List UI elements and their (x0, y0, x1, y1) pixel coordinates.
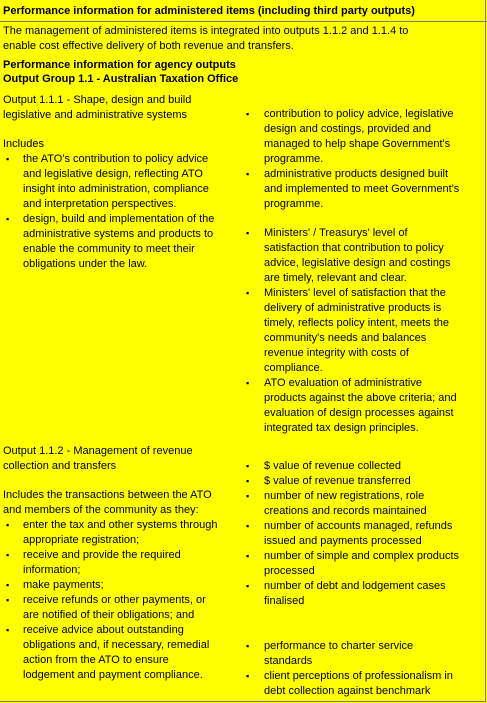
list-item: ▪ enter the tax and other systems through appropriate registration; (3, 518, 219, 548)
output-111-measures-b (246, 226, 461, 436)
output-112-title-line2: collection and transfers (3, 460, 117, 472)
output-111-measures-a (246, 107, 461, 212)
output-111-title-line2: legislative and administrative systems (3, 109, 188, 121)
list-item: ▪ ATO evaluation of administrative products against the above criteria; and evaluation of design processes against integrated tax design principles. (246, 376, 461, 436)
list-item: ▪ design, build and implementation of the administrative systems and products to enable the community to meet their obligations under the law. (3, 212, 215, 272)
list-item: ▪ the ATO's contribution to policy advice and legislative design, reflecting ATO insight into administration, compliance and interpretation perspectives. (3, 152, 215, 212)
page-title: Performance information for administered items (including third party outputs) (3, 5, 415, 17)
list-item: ▪ $ value of revenue collected (246, 459, 461, 474)
output-112-includes-list (3, 518, 219, 683)
list-item: ▪ receive advice about outstanding obligations and, if necessary, remedial action from the ATO to ensure lodgement and payment compliance. (3, 623, 219, 683)
output-group-heading: Output Group 1.1 - Australian Taxation Office (3, 73, 239, 85)
list-item: ▪ $ value of revenue transferred (246, 474, 461, 489)
list-item: ▪ Ministers' / Treasurys' level of satisfaction that contribution to policy advice, legislative design and costings are timely, relevant and clear. (246, 226, 461, 286)
output-112-includes-label: Includes the transactions between the ATO and members of the community as they: (3, 489, 212, 516)
list-item: ▪ number of accounts managed, refunds issued and payments processed (246, 519, 461, 549)
list-item: ▪ number of simple and complex products processed (246, 549, 461, 579)
list-item: ▪ make payments; (3, 578, 219, 593)
agency-heading: Performance information for agency outputs (3, 59, 236, 71)
output-112-title (3, 444, 233, 474)
list-item: ▪ administrative products designed built and implemented to meet Government's programme. (246, 167, 461, 212)
list-item: ▪ receive refunds or other payments, or are notified of their obligations; and (3, 593, 219, 623)
output-112-measures-b (246, 639, 461, 699)
list-item: ▪ contribution to policy advice, legislative design and costings, provided and managed to help shape Government's programme. (246, 107, 461, 167)
output-112-measures-a (246, 459, 461, 609)
intro-text: The management of administered items is integrated into outputs 1.1.2 and 1.1.4 to enable cost effective delivery of both revenue and transfers. (3, 25, 409, 52)
list-item: ▪ client perceptions of professionalism in debt collection against benchmark (246, 669, 461, 699)
list-item: ▪ receive and provide the required information; (3, 548, 219, 578)
output-111-title-line1: Output 1.1.1 - Shape, design and build (3, 94, 192, 106)
list-item: ▪ Ministers' level of satisfaction that the delivery of administrative products is timely, reflects policy intent, meets the community's needs and balances revenue integrity with costs of compliance. (246, 286, 461, 376)
output-111-title (3, 93, 233, 123)
output-112-title-line1: Output 1.1.2 - Management of revenue (3, 445, 193, 457)
list-item: ▪ performance to charter service standards (246, 639, 461, 669)
list-item: ▪ number of new registrations, role creations and records maintained (246, 489, 461, 519)
list-item: ▪ number of debt and lodgement cases finalised (246, 579, 461, 609)
output-111-includes-list (3, 152, 215, 272)
output-111-includes-label: Includes (3, 138, 44, 150)
